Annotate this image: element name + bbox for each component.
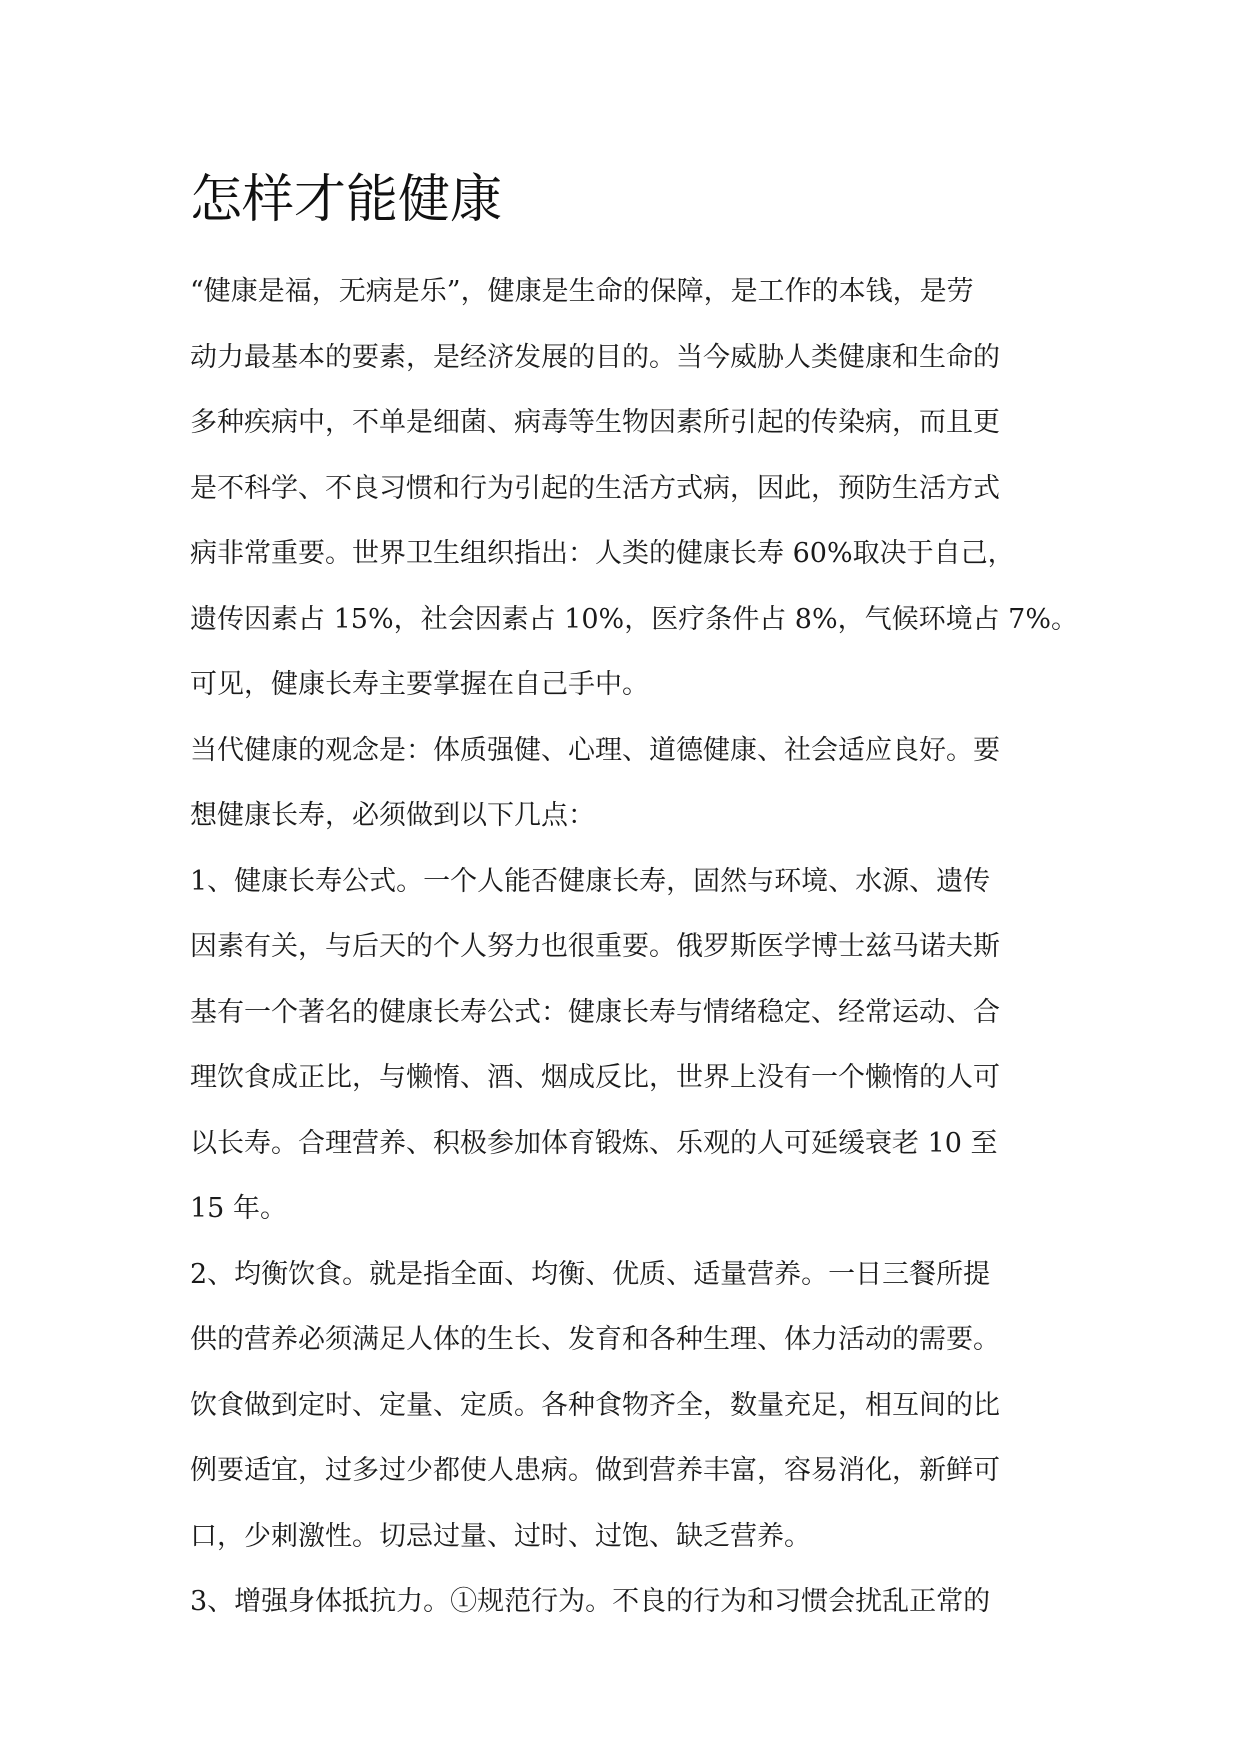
- body-line: 3、增强身体抵抗力。①规范行为。不良的行为和习惯会扰乱正常的: [190, 1586, 991, 1617]
- body-line: 基有一个著名的健康长寿公式：健康长寿与情绪稳定、经常运动、合: [190, 996, 1000, 1028]
- body-line: 饮食做到定时、定量、定质。各种食物齐全，数量充足，相互间的比: [190, 1389, 1000, 1421]
- body-line: 以长寿。合理营养、积极参加体育锻炼、乐观的人可延缓衰老 10 至: [190, 1127, 998, 1159]
- body-line: 病非常重要。世界卫生组织指出：人类的健康长寿 60%取决于自己，: [190, 538, 1015, 569]
- body-line: 口，少刺激性。切忌过量、过时、过饱、缺乏营养。: [190, 1520, 811, 1552]
- body-line: 是不科学、不良习惯和行为引起的生活方式病，因此，预防生活方式: [190, 472, 1000, 504]
- body-line: 例要适宜，过多过少都使人患病。做到营养丰富，容易消化，新鲜可: [190, 1455, 1000, 1486]
- body-line: 遗传因素占 15%，社会因素占 10%，医疗条件占 8%，气候环境占 7%。: [190, 603, 1079, 635]
- body-line: 供的营养必须满足人体的生长、发育和各种生理、体力活动的需要。: [190, 1324, 1000, 1355]
- body-line: 理饮食成正比，与懒惰、酒、烟成反比，世界上没有一个懒惰的人可: [190, 1062, 1000, 1093]
- body-line: 因素有关，与后天的个人努力也很重要。俄罗斯医学博士兹马诺夫斯: [190, 931, 1000, 962]
- body-line: 当代健康的观念是：体质强健、心理、道德健康、社会适应良好。要: [190, 734, 1000, 766]
- body-line: 可见，健康长寿主要掌握在自己手中。: [190, 669, 649, 700]
- body-line: “健康是福，无病是乐”，健康是生命的保障，是工作的本钱，是劳: [190, 276, 974, 307]
- body-line: 15 年。: [190, 1193, 287, 1224]
- body-line: 想健康长寿，必须做到以下几点：: [190, 800, 595, 831]
- document-body: [190, 259, 1079, 1635]
- body-line: 1、健康长寿公式。一个人能否健康长寿，固然与环境、水源、遗传: [190, 865, 991, 897]
- body-line: 动力最基本的要素，是经济发展的目的。当今威胁人类健康和生命的: [190, 341, 1000, 373]
- body-line: 多种疾病中，不单是细菌、病毒等生物因素所引起的传染病，而且更: [190, 407, 1000, 438]
- document-title: 怎样才能健康: [190, 170, 503, 230]
- body-line: 2、均衡饮食。就是指全面、均衡、优质、适量营养。一日三餐所提: [190, 1258, 991, 1290]
